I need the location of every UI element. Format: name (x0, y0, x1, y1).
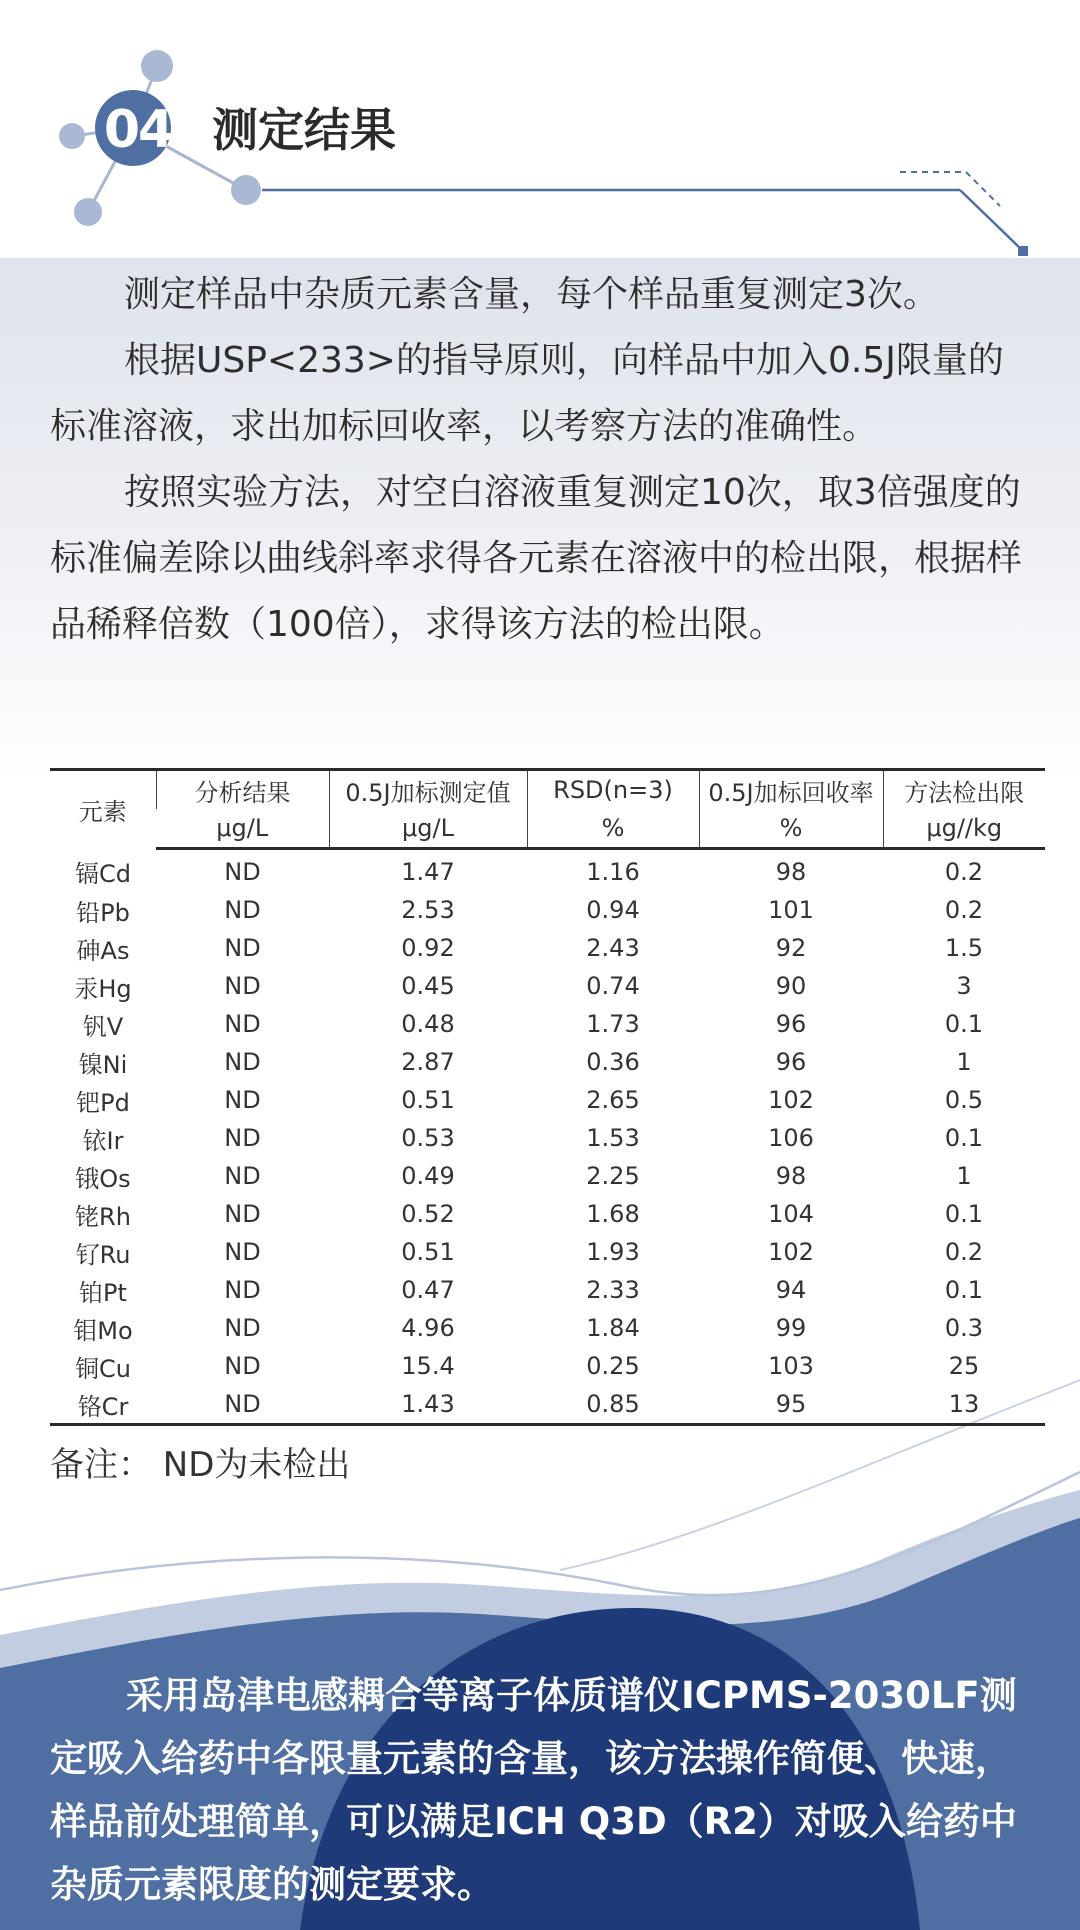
table-cell: 94 (775, 1276, 807, 1304)
table-cell: 2.87 (401, 1048, 455, 1076)
table-cell: 0.51 (401, 1238, 455, 1266)
table-cell: ND (224, 1200, 261, 1228)
table-cell: 铑Rh (75, 1202, 131, 1231)
table-cell: 0.1 (944, 1124, 984, 1152)
table-cell: 0.48 (401, 1010, 455, 1038)
table-cell: ND (224, 1086, 261, 1114)
table-cell: ND (224, 934, 261, 962)
table-cell: 1.47 (401, 858, 455, 886)
table-cell: 铅Pb (76, 898, 130, 927)
table-cell: 1.68 (586, 1200, 640, 1228)
table-cell: 钒V (82, 1012, 124, 1041)
table-cell: 1.84 (586, 1314, 640, 1342)
table-cell: 4.96 (401, 1314, 455, 1342)
header-spiked-value: 0.5J加标测定值 (329, 770, 527, 810)
table-cell: 0.51 (401, 1086, 455, 1114)
table-cell: ND (224, 1276, 261, 1304)
table-cell: 0.2 (944, 858, 984, 886)
table-row (50, 929, 1045, 967)
table-cell: 0.1 (944, 1010, 984, 1038)
table-cell: 90 (775, 972, 807, 1000)
table-cell: ND (224, 1314, 261, 1342)
table-cell: 1.73 (586, 1010, 640, 1038)
header-detection-limit: 方法检出限 (883, 770, 1045, 810)
table-cell: 0.94 (586, 896, 640, 924)
table-cell: 铱Ir (82, 1126, 124, 1155)
table-cell: 2.33 (586, 1276, 640, 1304)
table-cell: 0.74 (586, 972, 640, 1000)
table-cell: ND (224, 858, 261, 886)
table-cell: 13 (948, 1390, 980, 1418)
table-cell: 0.85 (586, 1390, 640, 1418)
table-cell: 汞Hg (74, 974, 132, 1003)
table-cell: ND (224, 972, 261, 1000)
unit-detection-limit: μg//kg (883, 809, 1045, 849)
table-cell: ND (224, 1162, 261, 1190)
section-number: 04 (103, 100, 173, 160)
unit-rsd: % (527, 809, 699, 849)
table-row (50, 1347, 1045, 1385)
table-cell: ND (224, 1048, 261, 1076)
table-cell: 92 (775, 934, 807, 962)
table-body (50, 849, 1045, 1425)
table-cell: ND (224, 1352, 261, 1380)
table-cell: 2.65 (586, 1086, 640, 1114)
table-cell: 103 (768, 1352, 814, 1380)
table-cell: 0.45 (401, 972, 455, 1000)
intro-paragraph-3: 按照实验方法，对空白溶液重复测定10次，取3倍强度的标准偏差除以曲线斜率求得各元素在溶液中的检出限，根据样品稀释倍数（100倍），求得该方法的检出限。 (50, 472, 1023, 645)
table-cell: 25 (948, 1352, 980, 1380)
table-cell: 0.36 (586, 1048, 640, 1076)
results-table (50, 768, 1045, 1426)
table-cell: 102 (768, 1086, 814, 1114)
table-cell: 102 (768, 1238, 814, 1266)
table-row (50, 1195, 1045, 1233)
table-cell: 15.4 (401, 1352, 455, 1380)
table-cell: 98 (775, 1162, 807, 1190)
table-cell: 1.93 (586, 1238, 640, 1266)
table-cell: 镉Cd (75, 859, 131, 888)
table-cell: 1 (956, 1162, 972, 1190)
table-cell: 钯Pd (76, 1088, 130, 1117)
table-row (50, 1233, 1045, 1271)
table-cell: 1.5 (944, 934, 984, 962)
table-cell: 3 (956, 972, 972, 1000)
table-cell: 2.43 (586, 934, 640, 962)
table-cell: 0.52 (401, 1200, 455, 1228)
table-row (50, 1043, 1045, 1081)
table-row (50, 1157, 1045, 1195)
intro-text (50, 262, 1036, 658)
table-cell: 0.2 (944, 1238, 984, 1266)
table-cell: ND (224, 1238, 261, 1266)
table-cell: 0.5 (944, 1086, 984, 1114)
table-row (50, 849, 1045, 892)
table-cell: 106 (768, 1124, 814, 1152)
section-title: 测定结果 (212, 103, 396, 157)
table-row (50, 967, 1045, 1005)
table-cell: 砷As (76, 936, 130, 965)
table-cell: 1.43 (401, 1390, 455, 1418)
header-recovery: 0.5J加标回收率 (699, 770, 883, 810)
table-cell: ND (224, 896, 261, 924)
table-row (50, 1271, 1045, 1309)
table-cell: 104 (768, 1200, 814, 1228)
table-cell: 1 (956, 1048, 972, 1076)
table-cell: 铬Cr (77, 1392, 129, 1421)
table-cell: 铜Cu (75, 1354, 131, 1383)
table-cell: ND (224, 1390, 261, 1418)
table-cell: 99 (775, 1314, 807, 1342)
header-analysis-result: 分析结果 (156, 770, 329, 810)
table-cell: 1.16 (586, 858, 640, 886)
header-element: 元素 (78, 798, 127, 827)
table-cell: 锇Os (75, 1164, 131, 1193)
table-cell: 0.2 (944, 896, 984, 924)
unit-recovery: % (699, 809, 883, 849)
conclusion-text: 采用岛津电感耦合等离子体质谱仪ICPMS-2030LF测定吸入给药中各限量元素的含量，该方法操作简便、快速，样品前处理简单，可以满足ICH Q3D（R2）对吸入给药中杂质元素限度的测定要求。 (50, 1674, 1017, 1906)
table-cell: 0.1 (944, 1276, 984, 1304)
table-cell: 0.92 (401, 934, 455, 962)
table-row (50, 891, 1045, 929)
table-cell: ND (224, 1010, 261, 1038)
table-cell: 1.53 (586, 1124, 640, 1152)
table-cell: 0.1 (944, 1200, 984, 1228)
table-cell: 0.25 (586, 1352, 640, 1380)
table-cell: 101 (768, 896, 814, 924)
table-cell: 铂Pt (79, 1278, 127, 1307)
intro-paragraph-2: 根据USP<233>的指导原则，向样品中加入0.5J限量的标准溶液，求出加标回收率，以考察方法的准确性。 (50, 340, 1004, 447)
table-cell: 0.3 (944, 1314, 984, 1342)
table-cell: 0.49 (401, 1162, 455, 1190)
table-cell: 镍Ni (78, 1050, 128, 1079)
table-cell: 96 (775, 1010, 807, 1038)
table-cell: 95 (775, 1390, 807, 1418)
table-cell: 2.25 (586, 1162, 640, 1190)
unit-analysis-result: μg/L (156, 809, 329, 849)
footnote: 备注： ND为未检出 (50, 1445, 351, 1485)
table-row (50, 1005, 1045, 1043)
table-cell: 96 (775, 1048, 807, 1076)
table-cell: 2.53 (401, 896, 455, 924)
table-row (50, 1385, 1045, 1425)
table-cell: 0.47 (401, 1276, 455, 1304)
table-row (50, 1309, 1045, 1347)
table-cell: ND (224, 1124, 261, 1152)
header-rsd: RSD(n=3) (527, 770, 699, 810)
table-row (50, 1119, 1045, 1157)
table-cell: 钼Mo (73, 1316, 133, 1345)
table-cell: 98 (775, 858, 807, 886)
unit-spiked-value: μg/L (329, 809, 527, 849)
table-cell: 0.53 (401, 1124, 455, 1152)
table-row (50, 1081, 1045, 1119)
intro-paragraph-1: 测定样品中杂质元素含量，每个样品重复测定3次。 (124, 274, 939, 315)
table-cell: 钌Ru (75, 1240, 131, 1269)
